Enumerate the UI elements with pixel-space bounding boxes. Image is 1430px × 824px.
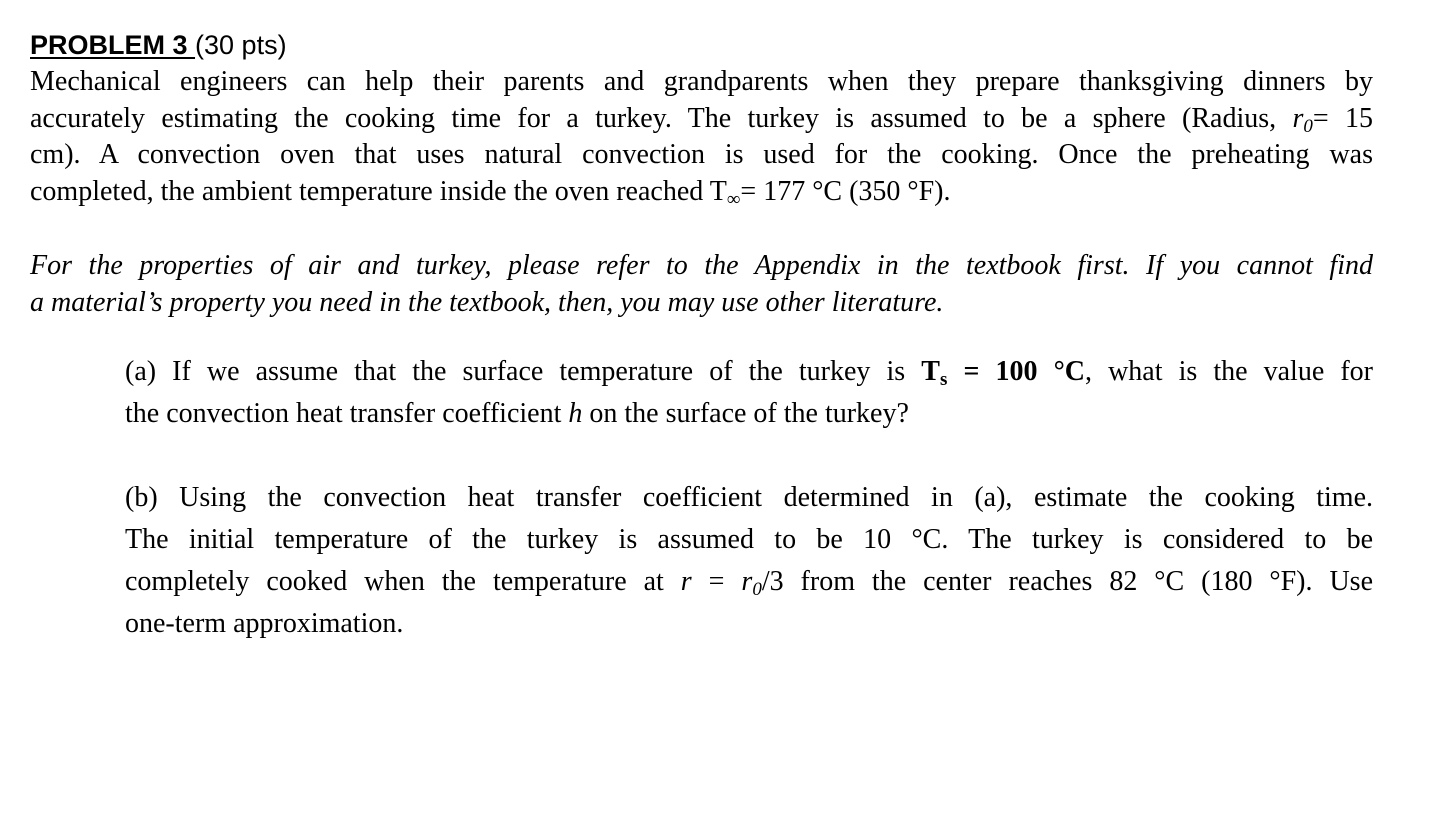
problem-heading	[30, 26, 1373, 64]
infinity-subscript: ∞	[726, 188, 741, 210]
part-a-line-2-end: on the surface of the turkey?	[582, 398, 909, 429]
problem-title: PROBLEM 3	[30, 30, 196, 60]
surface-temp-value: = 100 °C	[947, 356, 1085, 387]
r0-subscript: 0	[752, 579, 762, 600]
radius-subscript: 0	[1303, 115, 1313, 137]
radius-symbol: r	[1292, 102, 1304, 134]
problem-points: (30 pts)	[195, 30, 287, 60]
intro-paragraph	[30, 64, 1373, 210]
part-a-line-2-text: the convection heat transfer coefficient	[125, 398, 569, 429]
part-a-question	[125, 351, 1373, 435]
part-a-text-end: , what is the value for	[1084, 356, 1373, 387]
intro-line-1: Mechanical engineers can help their parents and grandparents when they prepare thanksgiving dinners by	[30, 66, 1373, 97]
part-b-line-3	[125, 561, 1373, 603]
r0-symbol: r	[741, 566, 753, 597]
properties-note	[30, 248, 1373, 321]
part-b-line-3-end: /3 from the center reaches 82 °C (180 °F). Use	[761, 566, 1374, 597]
surface-temp-symbol: T	[921, 356, 940, 387]
part-b-line-4: one-term approximation.	[125, 608, 404, 639]
note-line-1: For the properties of air and turkey, please refer to the Appendix in the textbook first. If you cannot find	[30, 250, 1373, 281]
intro-line-2	[30, 101, 1373, 138]
intro-line-4	[30, 174, 1373, 211]
surface-temp-subscript: s	[939, 369, 948, 390]
intro-line-2-text: accurately estimating the cooking time for a turkey. The turkey is assumed to be a sphere (Radius,	[30, 102, 1293, 134]
part-b-question	[125, 477, 1373, 645]
ambient-temperature-value: = 177 °C (350 °F).	[740, 175, 951, 207]
part-b-line-3-text: completely cooked when the temperature at	[125, 566, 681, 597]
note-line-2: a material’s property you need in the textbook, then, you may use other literature.	[30, 286, 944, 318]
r-symbol: r	[680, 566, 692, 597]
radius-value: = 15	[1312, 102, 1373, 134]
equals-sign: =	[691, 566, 742, 597]
part-a-line-1	[125, 351, 1373, 393]
part-a-line-2	[125, 393, 1373, 435]
h-symbol: h	[568, 398, 583, 429]
intro-line-4-text: completed, the ambient temperature inside the oven reached T	[30, 175, 727, 207]
part-b-line-1: (b) Using the convection heat transfer coefficient determined in (a), estimate the cooking time.	[125, 482, 1373, 513]
problem-document	[30, 26, 1373, 645]
part-b-line-2: The initial temperature of the turkey is assumed to be 10 °C. The turkey is considered to be	[125, 524, 1373, 555]
part-a-text: (a) If we assume that the surface temperature of the turkey is	[125, 356, 922, 387]
intro-line-3: cm). A convection oven that uses natural convection is used for the cooking. Once the preheating was	[30, 139, 1373, 170]
